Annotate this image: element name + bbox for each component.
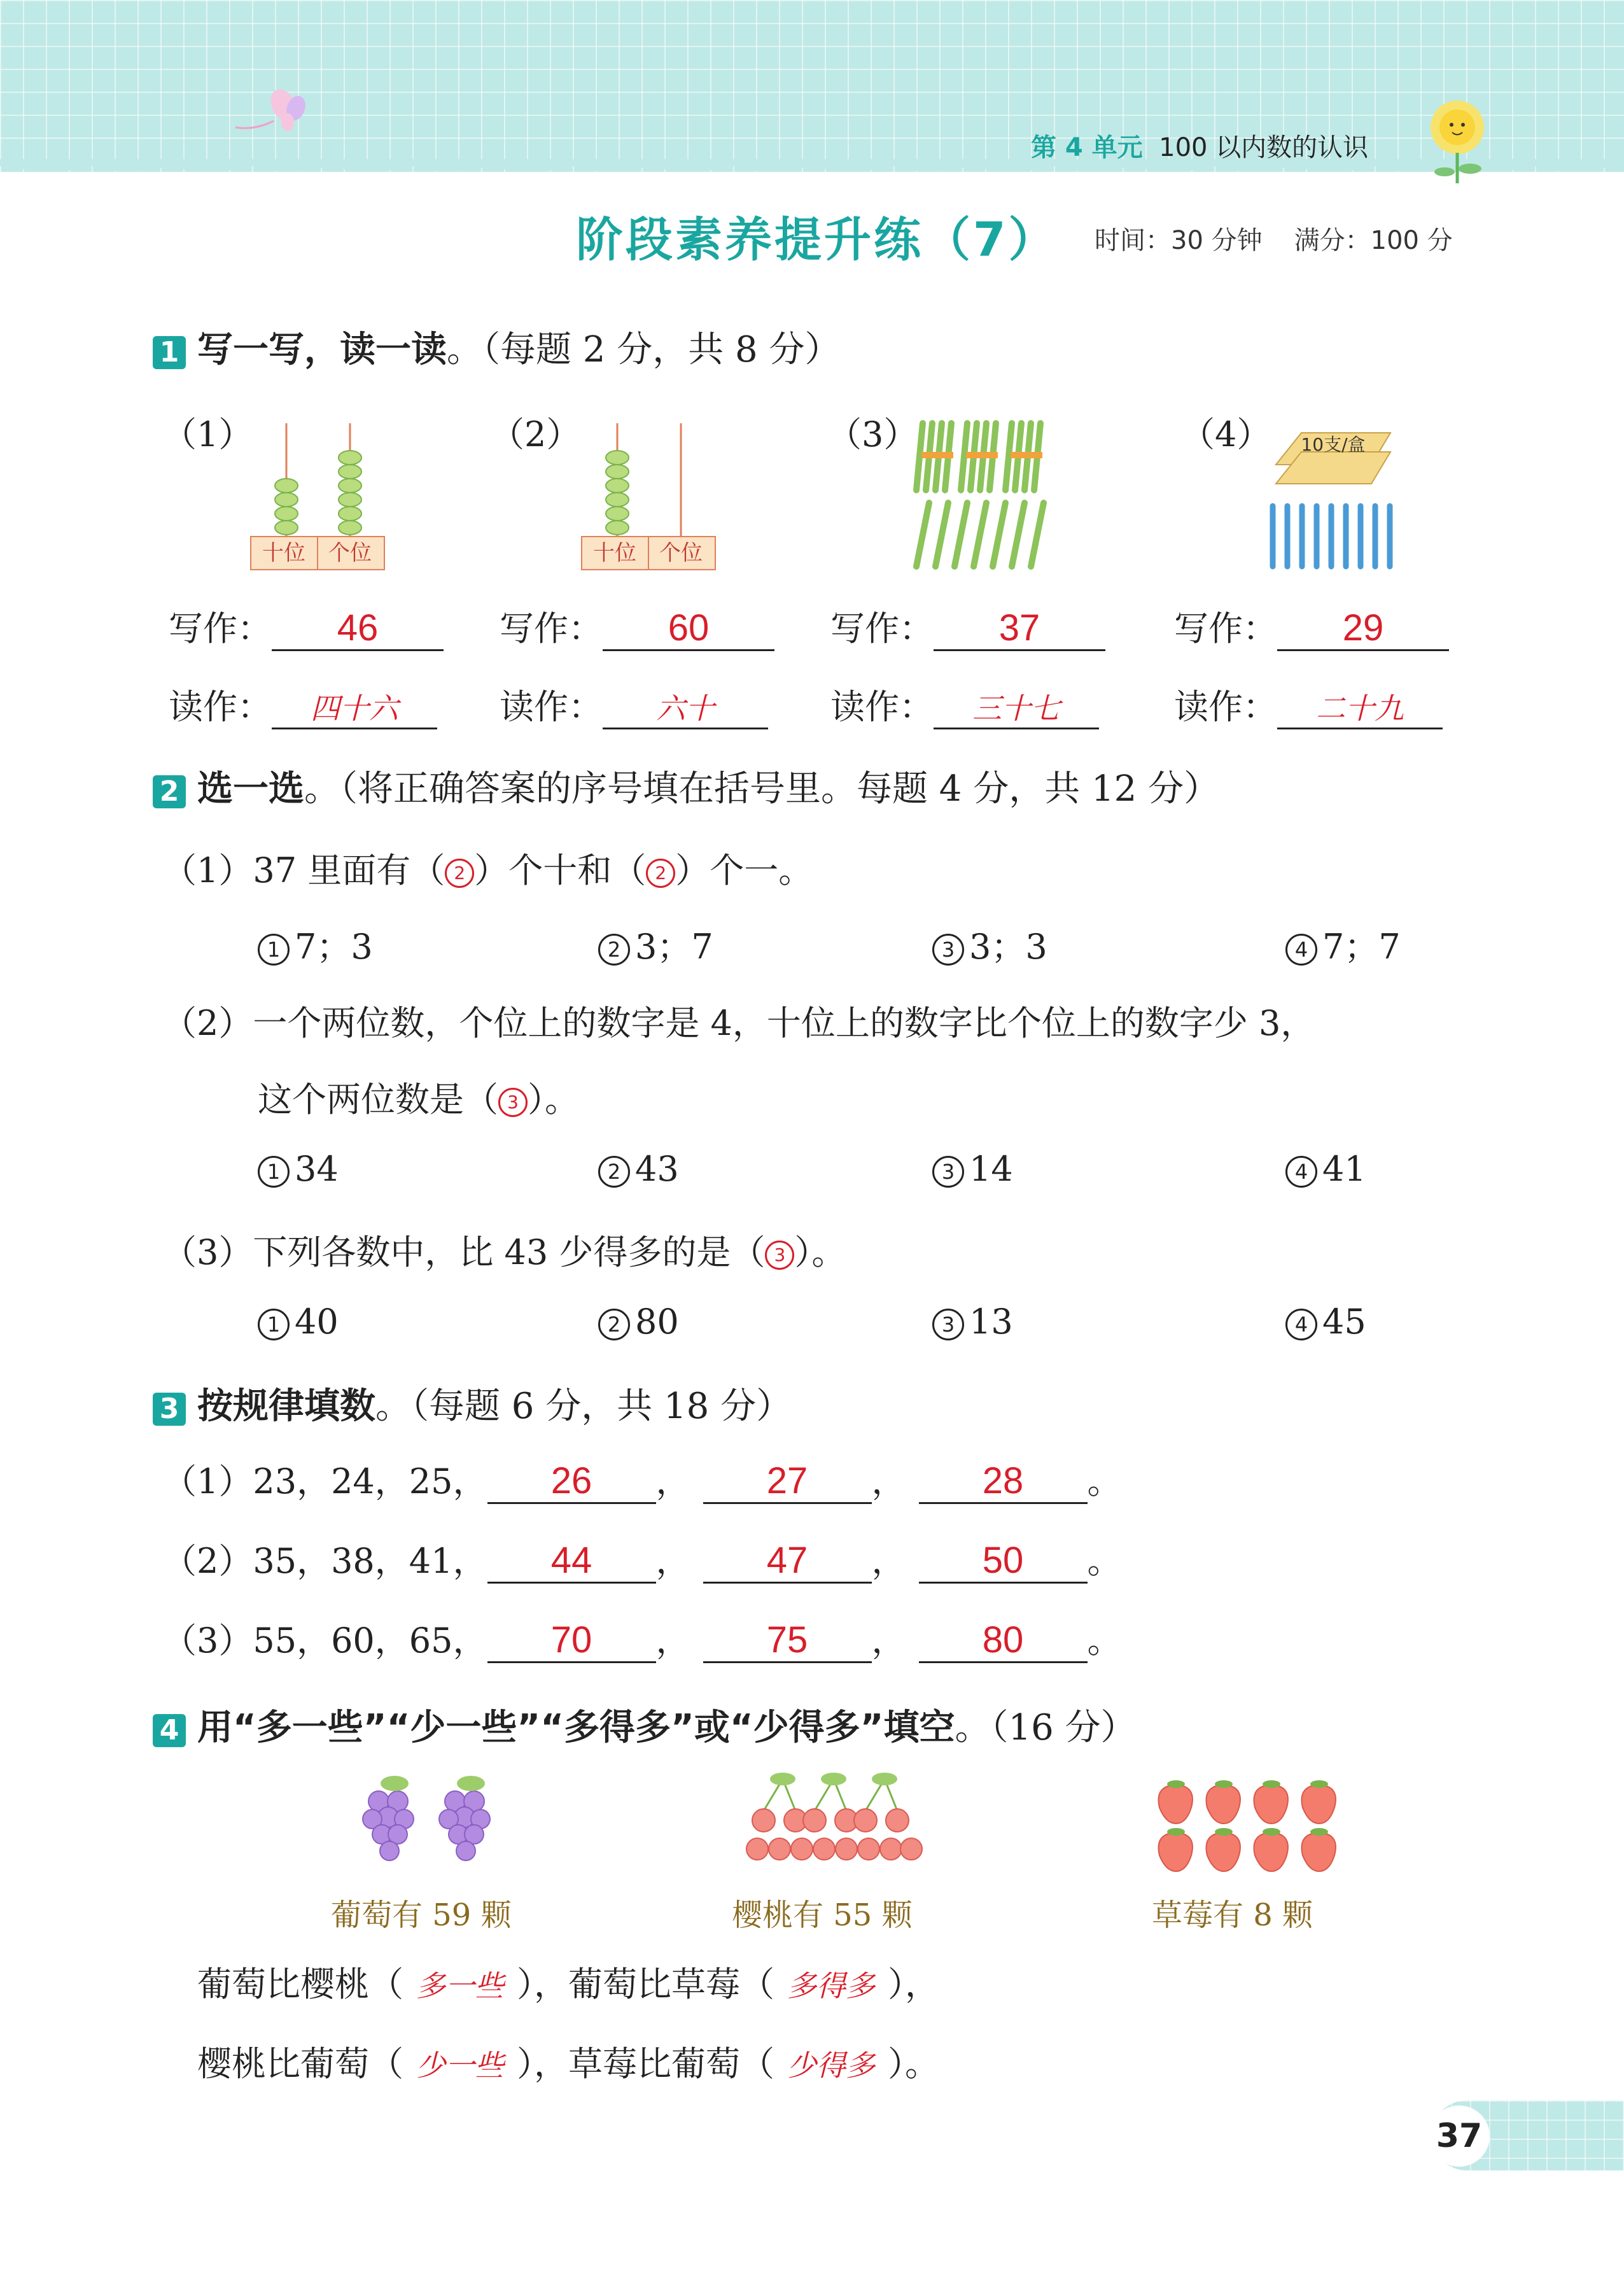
page-title: 阶段素养提升练（7） bbox=[576, 213, 1058, 267]
grapes-image bbox=[353, 1769, 512, 1878]
q1-answer-1: 2 bbox=[445, 859, 474, 888]
cherries-image bbox=[738, 1766, 929, 1881]
write-answer-3: 37 bbox=[998, 607, 1040, 649]
s3-row-1: （1）23，24，25， 26 ， 27 ， 28 。 bbox=[162, 1454, 1122, 1504]
abacus-2 bbox=[579, 417, 725, 576]
sunflower-icon bbox=[1419, 89, 1502, 185]
q1-answer-2: 2 bbox=[646, 859, 675, 888]
caption-grapes: 葡萄有 59 颗 bbox=[331, 1897, 512, 1933]
strawberries-image bbox=[1152, 1773, 1355, 1881]
s4-answer-1: 多一些 bbox=[416, 1969, 504, 2003]
s2-q2-line2: 这个两位数是（ 3 ）。 bbox=[258, 1079, 579, 1120]
write-row-4: 写作： 29 bbox=[1174, 601, 1449, 651]
full-score: 满分：100 分 bbox=[1294, 226, 1453, 255]
read-answer-1: 四十六 bbox=[311, 691, 398, 726]
read-row-4: 读作： 二十九 bbox=[1174, 680, 1443, 729]
s2-q1-opt-1: 1 7；3 bbox=[258, 920, 373, 969]
section-2-heading: 2 选一选。（将正确答案的序号填在括号里。每题 4 分，共 12 分） bbox=[153, 761, 1219, 812]
read-row-1: 读作： 四十六 bbox=[169, 680, 437, 729]
s2-q1-opt-2: 2 3；7 bbox=[598, 920, 713, 969]
section-4-heading: 4 用“多一些”“少一些”“多得多”或“少得多”填空。（16 分） bbox=[153, 1699, 1137, 1750]
write-answer-1: 46 bbox=[337, 607, 379, 649]
page-number: 37 bbox=[1429, 2106, 1490, 2167]
caption-cherries: 樱桃有 55 颗 bbox=[732, 1897, 913, 1933]
time-limit: 时间：30 分钟 bbox=[1095, 226, 1263, 255]
read-row-3: 读作： 三十七 bbox=[830, 680, 1099, 729]
s2-q3-opt-3: 3 13 bbox=[932, 1302, 1013, 1342]
s2-q2-opt-1: 1 34 bbox=[258, 1149, 339, 1189]
s4-line-1: 葡萄比樱桃（ 多一些 ），葡萄比草莓（ 多得多 ）， bbox=[197, 1964, 939, 2004]
s1-item-label-3: （3） bbox=[827, 414, 918, 454]
counting-sticks bbox=[904, 414, 1069, 573]
q2-answer: 3 bbox=[498, 1088, 528, 1117]
section-3-heading: 3 按规律填数。（每题 6 分，共 18 分） bbox=[153, 1378, 792, 1429]
header-wave bbox=[0, 159, 1624, 185]
read-answer-4: 二十九 bbox=[1316, 691, 1404, 726]
s3-row-2: （2）35，38，41， 44 ， 47 ， 50 。 bbox=[162, 1534, 1122, 1584]
unit-header: 第 4 单元 100 以内数的认识 bbox=[1031, 133, 1369, 162]
s4-line-2: 樱桃比葡萄（ 少一些 ），草莓比葡萄（ 少得多 ）。 bbox=[197, 2044, 939, 2084]
tens-label: 十位 bbox=[262, 540, 305, 566]
s2-q2-opt-2: 2 43 bbox=[598, 1149, 679, 1189]
s3-row-3: （3）55，60，65， 70 ， 75 ， 80 。 bbox=[162, 1614, 1122, 1663]
butterfly-icon bbox=[229, 83, 318, 140]
tens-label: 十位 bbox=[593, 540, 636, 566]
s2-q2-opt-4: 4 41 bbox=[1285, 1149, 1366, 1189]
s4-answer-2: 多得多 bbox=[787, 1969, 875, 2003]
write-row-1: 写作： 46 bbox=[169, 601, 444, 651]
write-row-2: 写作： 60 bbox=[500, 601, 774, 651]
abacus-1 bbox=[248, 417, 395, 576]
caption-strawberries: 草莓有 8 颗 bbox=[1152, 1897, 1313, 1933]
exam-meta bbox=[1095, 220, 1485, 257]
s2-q3: （3）下列各数中，比 43 少得多的是（ 3 ）。 bbox=[162, 1232, 846, 1272]
s2-q2-line1: （2）一个两位数，个位上的数字是 4，十位上的数字比个位上的数字少 3， bbox=[162, 1003, 1315, 1043]
write-answer-2: 60 bbox=[668, 607, 710, 649]
read-answer-3: 三十七 bbox=[972, 691, 1060, 726]
s2-q1-opt-3: 3 3；3 bbox=[932, 920, 1047, 969]
pencil-box bbox=[1263, 420, 1410, 573]
write-row-3: 写作： 37 bbox=[830, 601, 1105, 651]
s2-q1: （1）37 里面有（ 2 ）个十和（ 2 ）个一。 bbox=[162, 850, 813, 890]
s2-q2-opt-3: 3 14 bbox=[932, 1149, 1013, 1189]
ones-label: 个位 bbox=[328, 540, 372, 566]
s2-q3-opt-2: 2 80 bbox=[598, 1302, 679, 1342]
s2-q3-opt-1: 1 40 bbox=[258, 1302, 339, 1342]
s1-item-label-4: （4） bbox=[1180, 414, 1271, 454]
s1-item-label-1: （1） bbox=[162, 414, 253, 454]
s2-q3-opt-4: 4 45 bbox=[1285, 1302, 1366, 1342]
read-answer-2: 六十 bbox=[656, 691, 715, 726]
box-label: 10支/盒 bbox=[1301, 434, 1366, 455]
write-answer-4: 29 bbox=[1342, 607, 1384, 649]
read-row-2: 读作： 六十 bbox=[500, 680, 768, 729]
q3-answer: 3 bbox=[765, 1241, 794, 1270]
s1-item-label-2: （2） bbox=[490, 414, 581, 454]
s4-answer-4: 少得多 bbox=[787, 2048, 875, 2083]
ones-label: 个位 bbox=[659, 540, 703, 566]
s2-q1-opt-4: 4 7；7 bbox=[1285, 920, 1401, 969]
s4-answer-3: 少一些 bbox=[416, 2048, 504, 2083]
section-1-heading: 1 写一写，读一读。（每题 2 分，共 8 分） bbox=[153, 321, 840, 372]
